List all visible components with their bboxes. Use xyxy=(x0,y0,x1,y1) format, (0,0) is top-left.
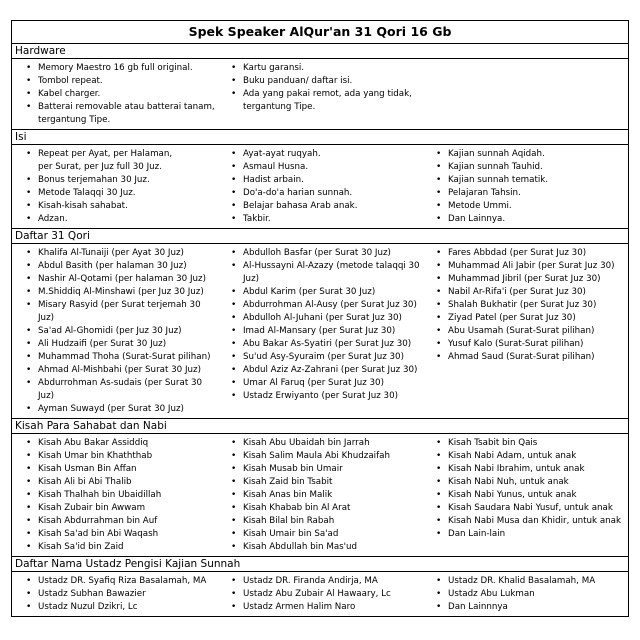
list-item: • Abdul Aziz Az-Zahrani (per Surat Juz 30) xyxy=(217,364,422,377)
list-item: • Kisah Nabi Adam, untuk anak xyxy=(422,450,628,463)
list-item: • Memory Maestro 16 gb full original. xyxy=(12,62,217,75)
list-item: • Batterai removable atau batterai tanam, tergantung Tipe. xyxy=(12,101,217,127)
section-body-qori xyxy=(12,244,628,419)
list-item: • Ustadz Abu Lukman xyxy=(422,588,628,601)
list-item: • Kisah Abu Bakar Assiddiq xyxy=(12,437,217,450)
spec-table xyxy=(11,20,629,617)
list-item: • Kisah Zubair bin Awwam xyxy=(12,502,217,515)
ustadz-column-2 xyxy=(217,575,422,614)
list-item: • Kisah Sa'id bin Zaid xyxy=(12,541,217,554)
kisah-column-2 xyxy=(217,437,422,554)
list-item: • Ustadz DR. Syafiq Riza Basalamah, MA xyxy=(12,575,217,588)
list-item: • Abu Bakar As-Syatiri (per Surat Juz 30) xyxy=(217,338,422,351)
list-item: • Adzan. xyxy=(12,213,217,226)
list-item: • Kisah Zaid bin Tsabit xyxy=(217,476,422,489)
list-item: • Kajian sunnah Aqidah. xyxy=(422,148,628,161)
list-item: • Ahmad Al-Mishbahi (per Surat 30 Juz) xyxy=(12,364,217,377)
list-item: • Asmaul Husna. xyxy=(217,161,422,174)
isi-column-1 xyxy=(12,148,217,226)
list-item: • Al-Hussayni Al-Azazy (metode talaqqi 30 Juz) xyxy=(217,260,422,286)
list-item: • Yusuf Kalo (Surat-Surat pilihan) xyxy=(422,338,628,351)
list-item: • Ustadz DR. Firanda Andirja, MA xyxy=(217,575,422,588)
list-item: • Khalifa Al-Tunaiji (per Ayat 30 Juz) xyxy=(12,247,217,260)
list-item: • Nabil Ar-Rifa'i (per Surat Juz 30) xyxy=(422,286,628,299)
ustadz-column-1 xyxy=(12,575,217,614)
list-item: • Belajar bahasa Arab anak. xyxy=(217,200,422,213)
list-item: • Kisah Salim Maula Abi Khudzaifah xyxy=(217,450,422,463)
list-item: • Repeat per Ayat, per Halaman, per Surat, per Juz full 30 Juz. xyxy=(12,148,217,174)
list-item: • Abu Usamah (Surat-Surat pilihan) xyxy=(422,325,628,338)
list-item: • Kisah Umar bin Khaththab xyxy=(12,450,217,463)
list-item: • Takbir. xyxy=(217,213,422,226)
section-heading-hardware: Hardware xyxy=(12,44,628,59)
section-body-kisah xyxy=(12,434,628,557)
list-item: • Kisah Abdurrahman bin Auf xyxy=(12,515,217,528)
list-item: • Ayat-ayat ruqyah. xyxy=(217,148,422,161)
list-item: • Buku panduan/ daftar isi. xyxy=(217,75,457,88)
list-item: • Muhammad Jibril (per Surat Juz 30) xyxy=(422,273,628,286)
hardware-column-1 xyxy=(12,62,217,127)
kisah-column-1 xyxy=(12,437,217,554)
list-item: • Kisah Saudara Nabi Yusuf, untuk anak xyxy=(422,502,628,515)
list-item: • Kabel charger. xyxy=(12,88,217,101)
list-item: • Kisah Nabi Nuh, untuk anak xyxy=(422,476,628,489)
list-item: • Metode Ummi. xyxy=(422,200,628,213)
list-item: • Kisah Usman Bin Affan xyxy=(12,463,217,476)
list-item: • Sa'ad Al-Ghomidi (per Juz 30 Juz) xyxy=(12,325,217,338)
list-item: • Kisah Nabi Ibrahim, untuk anak xyxy=(422,463,628,476)
list-item: • Kisah Nabi Musa dan Khidir, untuk anak xyxy=(422,515,628,528)
hardware-column-2 xyxy=(217,62,457,127)
list-item: • Pelajaran Tahsin. xyxy=(422,187,628,200)
ustadz-column-3 xyxy=(422,575,628,614)
qori-column-3 xyxy=(422,247,628,416)
list-item: • Dan Lainnnya xyxy=(422,601,628,614)
list-item: • Abdurrohman As-sudais (per Surat 30 Juz) xyxy=(12,377,217,403)
list-item: • Kajian sunnah tematik. xyxy=(422,174,628,187)
list-item: • Kisah Tsabit bin Qais xyxy=(422,437,628,450)
list-item: • Fares Abbdad (per Surat Juz 30) xyxy=(422,247,628,260)
list-item: • Dan Lain-lain xyxy=(422,528,628,541)
list-item: • Ustadz Armen Halim Naro xyxy=(217,601,422,614)
list-item: • Kisah Abu Ubaidah bin Jarrah xyxy=(217,437,422,450)
isi-column-3 xyxy=(422,148,628,226)
list-item: • Misary Rasyid (per Surat terjemah 30 Juz) xyxy=(12,299,217,325)
list-item: • Kisah Bilal bin Rabah xyxy=(217,515,422,528)
list-item: • Ustadz Abu Zubair Al Hawaary, Lc xyxy=(217,588,422,601)
section-heading-ustadz: Daftar Nama Ustadz Pengisi Kajian Sunnah xyxy=(12,557,628,572)
list-item: • Ustadz Erwiyanto (per Surat Juz 30) xyxy=(217,390,422,403)
section-body-ustadz xyxy=(12,572,628,616)
list-item: • Nashir Al-Qotami (per halaman 30 Juz) xyxy=(12,273,217,286)
list-item: • Bonus terjemahan 30 Juz. xyxy=(12,174,217,187)
list-item: • Ustadz Nuzul Dzikri, Lc xyxy=(12,601,217,614)
section-heading-qori: Daftar 31 Qori xyxy=(12,229,628,244)
list-item: • Muhammad Thoha (Surat-Surat pilihan) xyxy=(12,351,217,364)
qori-column-2 xyxy=(217,247,422,416)
list-item: • Kajian sunnah Tauhid. xyxy=(422,161,628,174)
list-item: • Ziyad Patel (per Surat Juz 30) xyxy=(422,312,628,325)
list-item: • Kisah Ali bi Abi Thalib xyxy=(12,476,217,489)
list-item: • Ahmad Saud (Surat-Surat pilihan) xyxy=(422,351,628,364)
kisah-column-3 xyxy=(422,437,628,554)
list-item: • Muhammad Ali Jabir (per Surat Juz 30) xyxy=(422,260,628,273)
list-item: • Ayman Suwayd (per Surat 30 Juz) xyxy=(12,403,217,416)
list-item: • Kisah Khabab bin Al Arat xyxy=(217,502,422,515)
section-body-hardware xyxy=(12,59,628,130)
list-item: • Ada yang pakai remot, ada yang tidak, tergantung Tipe. xyxy=(217,88,457,114)
section-heading-isi: Isi xyxy=(12,130,628,145)
list-item: • Kisah Sa'ad bin Abi Waqash xyxy=(12,528,217,541)
list-item: • Su'ud Asy-Syuraim (per Surat Juz 30) xyxy=(217,351,422,364)
list-item: • Kisah Umair bin Sa'ad xyxy=(217,528,422,541)
list-item: • Ustadz DR. Khalid Basalamah, MA xyxy=(422,575,628,588)
list-item: • Abdulloh Al-Juhani (per Surat Juz 30) xyxy=(217,312,422,325)
isi-column-2 xyxy=(217,148,422,226)
list-item: • Do'a-do'a harian sunnah. xyxy=(217,187,422,200)
list-item: • Abdulloh Basfar (per Surat 30 Juz) xyxy=(217,247,422,260)
list-item: • Metode Talaqqi 30 Juz. xyxy=(12,187,217,200)
list-item: • Kisah Thalhah bin Ubaidillah xyxy=(12,489,217,502)
list-item: • Abdul Basith (per halaman 30 Juz) xyxy=(12,260,217,273)
list-item: • Tombol repeat. xyxy=(12,75,217,88)
list-item: • Umar Al Faruq (per Surat Juz 30) xyxy=(217,377,422,390)
list-item: • Imad Al-Mansary (per Surat Juz 30) xyxy=(217,325,422,338)
list-item: • Kisah Musab bin Umair xyxy=(217,463,422,476)
list-item: • Shalah Bukhatir (per Surat Juz 30) xyxy=(422,299,628,312)
section-body-isi xyxy=(12,145,628,229)
list-item: • Kisah Anas bin Malik xyxy=(217,489,422,502)
list-item: • Abdurrohman Al-Ausy (per Surat Juz 30) xyxy=(217,299,422,312)
list-item: • Dan Lainnya. xyxy=(422,213,628,226)
list-item: • Ustadz Subhan Bawazier xyxy=(12,588,217,601)
list-item: • Ali Hudzaifi (per Surat 30 Juz) xyxy=(12,338,217,351)
list-item: • Kisah Nabi Yunus, untuk anak xyxy=(422,489,628,502)
section-heading-kisah: Kisah Para Sahabat dan Nabi xyxy=(12,419,628,434)
document-title: Spek Speaker AlQur'an 31 Qori 16 Gb xyxy=(12,21,628,44)
list-item: • Kisah Abdullah bin Mas'ud xyxy=(217,541,422,554)
list-item: • Hadist arbain. xyxy=(217,174,422,187)
list-item: • Kartu garansi. xyxy=(217,62,457,75)
list-item: • Abdul Karim (per Surat 30 Juz) xyxy=(217,286,422,299)
list-item: • M.Shiddiq Al-Minshawi (per Juz 30 Juz) xyxy=(12,286,217,299)
qori-column-1 xyxy=(12,247,217,416)
list-item: • Kisah-kisah sahabat. xyxy=(12,200,217,213)
